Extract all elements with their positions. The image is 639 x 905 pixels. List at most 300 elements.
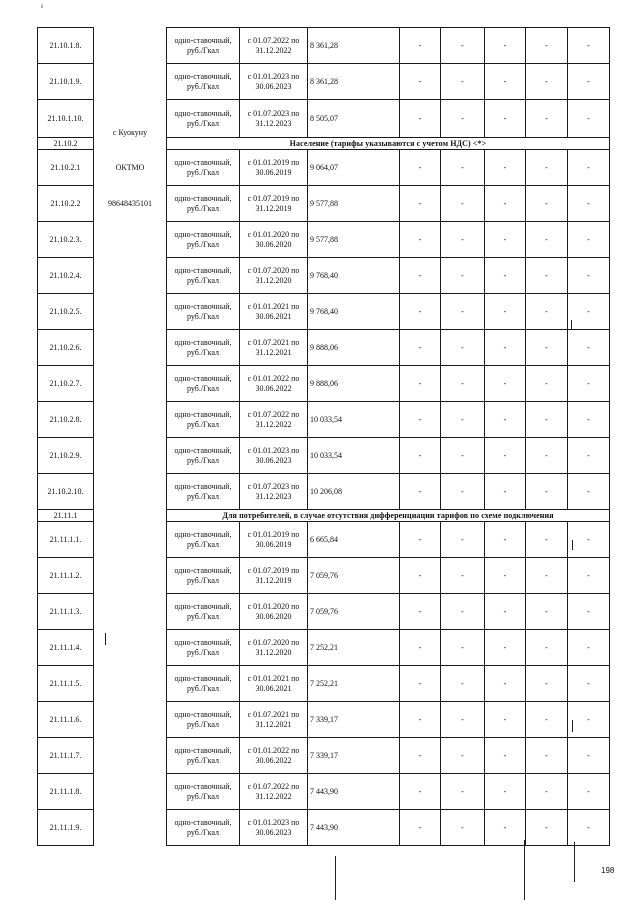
empty-value bbox=[441, 774, 485, 810]
dash: - bbox=[503, 198, 507, 208]
period-from: с 01.07.2020 по bbox=[247, 637, 300, 647]
settlement-cell bbox=[94, 294, 167, 330]
period bbox=[240, 330, 308, 366]
dash: - bbox=[418, 270, 422, 280]
row-number bbox=[38, 558, 94, 594]
settlement-cell bbox=[94, 222, 167, 258]
dash: - bbox=[545, 40, 548, 50]
empty-value bbox=[485, 402, 526, 438]
tariff-value-text: 7 443,90 bbox=[310, 822, 338, 832]
rate-type bbox=[167, 402, 240, 438]
period bbox=[240, 738, 308, 774]
empty-value bbox=[526, 28, 568, 64]
empty-value bbox=[441, 28, 485, 64]
rate-type-line2: руб./Гкал bbox=[186, 755, 220, 765]
empty-value bbox=[485, 100, 526, 138]
empty-value bbox=[441, 366, 485, 402]
empty-value bbox=[400, 438, 441, 474]
dash: - bbox=[418, 822, 422, 832]
period-from: с 01.07.2022 по bbox=[247, 35, 300, 45]
empty-value bbox=[568, 366, 610, 402]
row-number-text: 21.10.2.8. bbox=[49, 414, 82, 424]
empty-value bbox=[400, 222, 441, 258]
dash: - bbox=[545, 198, 548, 208]
dash: - bbox=[461, 486, 464, 496]
empty-value bbox=[400, 330, 441, 366]
empty-value bbox=[485, 366, 526, 402]
row-number-text: 21.10.1.8. bbox=[49, 40, 82, 50]
row-number bbox=[38, 522, 94, 558]
rate-type-line2: руб./Гкал bbox=[186, 491, 220, 501]
tariff-value bbox=[308, 402, 400, 438]
dash: - bbox=[587, 40, 590, 50]
dash: - bbox=[503, 786, 507, 796]
period bbox=[240, 810, 308, 846]
dash: - bbox=[418, 414, 422, 424]
rate-type-line1: одно-ставочный, bbox=[174, 35, 232, 45]
section-title bbox=[167, 138, 610, 150]
table-row bbox=[38, 294, 610, 330]
empty-value bbox=[568, 474, 610, 510]
dash: - bbox=[587, 234, 590, 244]
tariff-value bbox=[308, 64, 400, 100]
tariff-value-text: 8 361,28 bbox=[310, 40, 338, 50]
table-row bbox=[38, 474, 610, 510]
empty-value bbox=[568, 186, 610, 222]
scan-line bbox=[572, 540, 573, 550]
period-from: с 01.01.2022 по bbox=[247, 373, 300, 383]
rate-type bbox=[167, 558, 240, 594]
empty-value bbox=[526, 366, 568, 402]
dash: - bbox=[461, 570, 464, 580]
dash: - bbox=[461, 40, 464, 50]
rate-type-line1: одно-ставочный, bbox=[174, 71, 232, 81]
period-from: с 01.07.2020 по bbox=[247, 265, 300, 275]
row-number-text: 21.11.1.9. bbox=[49, 822, 82, 832]
dash: - bbox=[418, 678, 422, 688]
table-row bbox=[38, 738, 610, 774]
empty-value bbox=[526, 222, 568, 258]
settlement-cell bbox=[94, 186, 167, 222]
dash: - bbox=[503, 234, 507, 244]
period-from: с 01.07.2022 по bbox=[247, 781, 300, 791]
settlement-name: с Куокуну bbox=[112, 127, 148, 137]
tariff-value bbox=[308, 222, 400, 258]
tariff-value bbox=[308, 258, 400, 294]
empty-value bbox=[441, 522, 485, 558]
period-to: 30.06.2021 bbox=[255, 683, 292, 693]
empty-value bbox=[568, 150, 610, 186]
dash: - bbox=[545, 714, 548, 724]
empty-value bbox=[485, 702, 526, 738]
table-row bbox=[38, 774, 610, 810]
dash: - bbox=[461, 678, 464, 688]
dash: - bbox=[545, 678, 548, 688]
dash: - bbox=[587, 270, 590, 280]
empty-value bbox=[526, 810, 568, 846]
empty-value bbox=[441, 100, 485, 138]
empty-value bbox=[485, 258, 526, 294]
settlement-cell bbox=[94, 558, 167, 594]
tariff-value bbox=[308, 774, 400, 810]
tariff-value bbox=[308, 474, 400, 510]
row-number bbox=[38, 630, 94, 666]
dash: - bbox=[587, 822, 590, 832]
rate-type-line1: одно-ставочный, bbox=[174, 265, 232, 275]
dash: - bbox=[587, 198, 590, 208]
empty-value bbox=[441, 186, 485, 222]
empty-value bbox=[441, 438, 485, 474]
period bbox=[240, 366, 308, 402]
empty-value bbox=[441, 402, 485, 438]
period bbox=[240, 28, 308, 64]
empty-value bbox=[568, 774, 610, 810]
dash: - bbox=[461, 378, 464, 388]
rate-type-line2: руб./Гкал bbox=[186, 611, 220, 621]
period-from: с 01.01.2022 по bbox=[247, 745, 300, 755]
period-from: с 01.07.2023 по bbox=[247, 481, 300, 491]
settlement-cell bbox=[94, 810, 167, 846]
row-number bbox=[38, 738, 94, 774]
tariff-value-text: 9 768,40 bbox=[310, 306, 338, 316]
table-row bbox=[38, 150, 610, 186]
rate-type bbox=[167, 258, 240, 294]
period bbox=[240, 222, 308, 258]
dash: - bbox=[587, 306, 590, 316]
settlement-cell bbox=[94, 138, 167, 150]
rate-type bbox=[167, 186, 240, 222]
tariff-value-text: 9 888,06 bbox=[310, 342, 338, 352]
dash: - bbox=[461, 750, 464, 760]
dash: - bbox=[545, 76, 548, 86]
settlement-cell bbox=[94, 510, 167, 522]
empty-value bbox=[568, 100, 610, 138]
row-number-text: 21.10.2.3. bbox=[49, 234, 82, 244]
period bbox=[240, 186, 308, 222]
dash: - bbox=[545, 450, 548, 460]
period-to: 30.06.2022 bbox=[255, 383, 292, 393]
rate-type-line1: одно-ставочный, bbox=[174, 409, 232, 419]
period-from: с 01.07.2019 по bbox=[247, 565, 300, 575]
dash: - bbox=[587, 750, 590, 760]
table-row bbox=[38, 438, 610, 474]
settlement-cell bbox=[94, 522, 167, 558]
dash: - bbox=[587, 76, 590, 86]
section-row bbox=[38, 138, 610, 150]
tariff-value-text: 9 888,06 bbox=[310, 378, 338, 388]
section-title bbox=[167, 510, 610, 522]
period bbox=[240, 594, 308, 630]
empty-value bbox=[568, 702, 610, 738]
table-row bbox=[38, 28, 610, 64]
dash: - bbox=[587, 678, 590, 688]
table-row bbox=[38, 558, 610, 594]
period bbox=[240, 64, 308, 100]
tariff-value bbox=[308, 810, 400, 846]
empty-value bbox=[568, 64, 610, 100]
period-from: с 01.01.2023 по bbox=[247, 445, 300, 455]
empty-value bbox=[441, 330, 485, 366]
period-from: с 01.07.2023 по bbox=[247, 108, 300, 118]
top-mark: ı bbox=[41, 2, 43, 10]
tariff-value-text: 7 059,76 bbox=[310, 570, 338, 580]
table-row bbox=[38, 100, 610, 138]
settlement-cell bbox=[94, 666, 167, 702]
dash: - bbox=[503, 750, 507, 760]
dash: - bbox=[418, 570, 422, 580]
table-row bbox=[38, 258, 610, 294]
section-row bbox=[38, 510, 610, 522]
row-number-text: 21.10.2.2 bbox=[50, 198, 81, 208]
tariff-value-text: 8 361,28 bbox=[310, 76, 338, 86]
tariff-table bbox=[37, 27, 610, 846]
row-number bbox=[38, 366, 94, 402]
tariff-value-text: 9 577,88 bbox=[310, 198, 338, 208]
settlement-cell bbox=[94, 258, 167, 294]
settlement-cell bbox=[94, 28, 167, 64]
tariff-value-text: 9 577,88 bbox=[310, 234, 338, 244]
rate-type-line1: одно-ставочный, bbox=[174, 637, 232, 647]
empty-value bbox=[526, 630, 568, 666]
tariff-value-text: 8 505,07 bbox=[310, 113, 338, 123]
row-number bbox=[38, 222, 94, 258]
period bbox=[240, 630, 308, 666]
empty-value bbox=[485, 330, 526, 366]
dash: - bbox=[461, 606, 464, 616]
rate-type-line1: одно-ставочный, bbox=[174, 373, 232, 383]
rate-type bbox=[167, 28, 240, 64]
section-number-text: 21.11.1 bbox=[53, 510, 78, 520]
rate-type-line1: одно-ставочный, bbox=[174, 673, 232, 683]
dash: - bbox=[418, 113, 422, 123]
row-number bbox=[38, 438, 94, 474]
tariff-value-text: 10 033,54 bbox=[310, 414, 342, 424]
row-number bbox=[38, 100, 94, 138]
table-row bbox=[38, 402, 610, 438]
empty-value bbox=[400, 474, 441, 510]
empty-value bbox=[400, 594, 441, 630]
rate-type-line2: руб./Гкал bbox=[186, 275, 220, 285]
rate-type bbox=[167, 150, 240, 186]
rate-type-line2: руб./Гкал bbox=[186, 683, 220, 693]
row-number bbox=[38, 594, 94, 630]
rate-type-line1: одно-ставочный, bbox=[174, 745, 232, 755]
dash: - bbox=[545, 270, 548, 280]
period-to: 30.06.2023 bbox=[255, 455, 292, 465]
tariff-value-text: 7 339,17 bbox=[310, 750, 338, 760]
dash: - bbox=[587, 342, 590, 352]
dash: - bbox=[545, 378, 548, 388]
empty-value bbox=[400, 702, 441, 738]
table-row bbox=[38, 64, 610, 100]
dash: - bbox=[587, 486, 590, 496]
empty-value bbox=[400, 150, 441, 186]
dash: - bbox=[461, 76, 464, 86]
scan-line bbox=[571, 320, 572, 330]
rate-type bbox=[167, 594, 240, 630]
row-number-text: 21.11.1.8. bbox=[49, 786, 82, 796]
rate-type-line1: одно-ставочный, bbox=[174, 157, 232, 167]
row-number bbox=[38, 330, 94, 366]
period-to: 30.06.2022 bbox=[255, 755, 292, 765]
rate-type-line1: одно-ставочный, bbox=[174, 529, 232, 539]
empty-value bbox=[400, 258, 441, 294]
dash: - bbox=[461, 786, 464, 796]
row-number-text: 21.10.2.4. bbox=[49, 270, 82, 280]
rate-type-line2: руб./Гкал bbox=[186, 118, 220, 128]
dash: - bbox=[503, 486, 507, 496]
row-number bbox=[38, 666, 94, 702]
rate-type-line1: одно-ставочный, bbox=[174, 601, 232, 611]
row-number bbox=[38, 402, 94, 438]
empty-value bbox=[441, 150, 485, 186]
empty-value bbox=[526, 330, 568, 366]
dash: - bbox=[503, 40, 507, 50]
period-from: с 01.01.2020 по bbox=[247, 601, 300, 611]
table-row bbox=[38, 594, 610, 630]
empty-value bbox=[568, 738, 610, 774]
empty-value bbox=[485, 222, 526, 258]
period-to: 31.12.2023 bbox=[255, 491, 292, 501]
dash: - bbox=[418, 40, 422, 50]
oktmo-code: 98648435101 bbox=[108, 198, 152, 208]
row-number bbox=[38, 702, 94, 738]
settlement-cell bbox=[94, 330, 167, 366]
empty-value bbox=[568, 522, 610, 558]
empty-value bbox=[441, 474, 485, 510]
dash: - bbox=[503, 642, 507, 652]
period bbox=[240, 100, 308, 138]
period-from: с 01.07.2022 по bbox=[247, 409, 300, 419]
period bbox=[240, 774, 308, 810]
row-number-text: 21.10.1.10. bbox=[47, 113, 84, 123]
empty-value bbox=[568, 222, 610, 258]
dash: - bbox=[503, 113, 507, 123]
empty-value bbox=[441, 666, 485, 702]
period bbox=[240, 558, 308, 594]
rate-type bbox=[167, 330, 240, 366]
empty-value bbox=[568, 294, 610, 330]
dash: - bbox=[461, 162, 464, 172]
rate-type-line2: руб./Гкал bbox=[186, 419, 220, 429]
empty-value bbox=[568, 666, 610, 702]
period-to: 31.12.2021 bbox=[255, 347, 292, 357]
tariff-value-text: 7 339,17 bbox=[310, 714, 338, 724]
dash: - bbox=[461, 534, 464, 544]
empty-value bbox=[485, 666, 526, 702]
dash: - bbox=[545, 822, 548, 832]
period bbox=[240, 666, 308, 702]
scan-line bbox=[335, 856, 336, 900]
empty-value bbox=[400, 186, 441, 222]
dash: - bbox=[545, 642, 548, 652]
rate-type-line2: руб./Гкал bbox=[186, 311, 220, 321]
empty-value bbox=[485, 558, 526, 594]
empty-value bbox=[400, 28, 441, 64]
period-to: 31.12.2019 bbox=[255, 203, 292, 213]
tariff-value bbox=[308, 186, 400, 222]
empty-value bbox=[568, 28, 610, 64]
empty-value bbox=[568, 558, 610, 594]
period-to: 31.12.2023 bbox=[255, 118, 292, 128]
tariff-value bbox=[308, 702, 400, 738]
row-number bbox=[38, 474, 94, 510]
dash: - bbox=[503, 450, 507, 460]
row-number-text: 21.10.2.1 bbox=[50, 162, 81, 172]
empty-value bbox=[485, 774, 526, 810]
period bbox=[240, 438, 308, 474]
empty-value bbox=[400, 558, 441, 594]
row-number-text: 21.11.1.3. bbox=[49, 606, 82, 616]
empty-value bbox=[441, 222, 485, 258]
dash: - bbox=[418, 714, 422, 724]
rate-type bbox=[167, 100, 240, 138]
period bbox=[240, 150, 308, 186]
dash: - bbox=[461, 306, 464, 316]
period bbox=[240, 522, 308, 558]
table-row bbox=[38, 702, 610, 738]
settlement-cell bbox=[94, 774, 167, 810]
settlement-cell bbox=[94, 594, 167, 630]
dash: - bbox=[503, 162, 507, 172]
tariff-value-text: 6 665,84 bbox=[310, 534, 338, 544]
rate-type-line1: одно-ставочный, bbox=[174, 108, 232, 118]
dash: - bbox=[418, 750, 422, 760]
dash: - bbox=[587, 534, 590, 544]
dash: - bbox=[503, 678, 507, 688]
tariff-value bbox=[308, 438, 400, 474]
tariff-value bbox=[308, 294, 400, 330]
rate-type bbox=[167, 294, 240, 330]
table-row bbox=[38, 522, 610, 558]
empty-value bbox=[441, 558, 485, 594]
rate-type-line2: руб./Гкал bbox=[186, 647, 220, 657]
tariff-value bbox=[308, 150, 400, 186]
period bbox=[240, 702, 308, 738]
empty-value bbox=[526, 558, 568, 594]
dash: - bbox=[587, 378, 590, 388]
row-number-text: 21.10.2.7. bbox=[49, 378, 82, 388]
empty-value bbox=[526, 294, 568, 330]
row-number bbox=[38, 28, 94, 64]
period-from: с 01.01.2019 по bbox=[247, 157, 300, 167]
dash: - bbox=[418, 642, 422, 652]
dash: - bbox=[545, 113, 548, 123]
period-from: с 01.07.2019 по bbox=[247, 193, 300, 203]
dash: - bbox=[587, 606, 590, 616]
rate-type-line2: руб./Гкал bbox=[186, 167, 220, 177]
scan-line bbox=[105, 633, 106, 645]
period-to: 31.12.2020 bbox=[255, 647, 292, 657]
empty-value bbox=[526, 774, 568, 810]
dash: - bbox=[545, 162, 548, 172]
dash: - bbox=[418, 534, 422, 544]
tariff-value-text: 10 033,54 bbox=[310, 450, 342, 460]
row-number-text: 21.10.1.9. bbox=[49, 76, 82, 86]
settlement-cell bbox=[94, 738, 167, 774]
dash: - bbox=[418, 76, 422, 86]
empty-value bbox=[526, 150, 568, 186]
empty-value bbox=[400, 774, 441, 810]
tariff-value-text: 7 443,90 bbox=[310, 786, 338, 796]
period-to: 30.06.2019 bbox=[255, 167, 292, 177]
empty-value bbox=[526, 186, 568, 222]
empty-value bbox=[526, 100, 568, 138]
empty-value bbox=[568, 630, 610, 666]
table-row bbox=[38, 666, 610, 702]
row-number bbox=[38, 810, 94, 846]
period-to: 30.06.2023 bbox=[255, 81, 292, 91]
